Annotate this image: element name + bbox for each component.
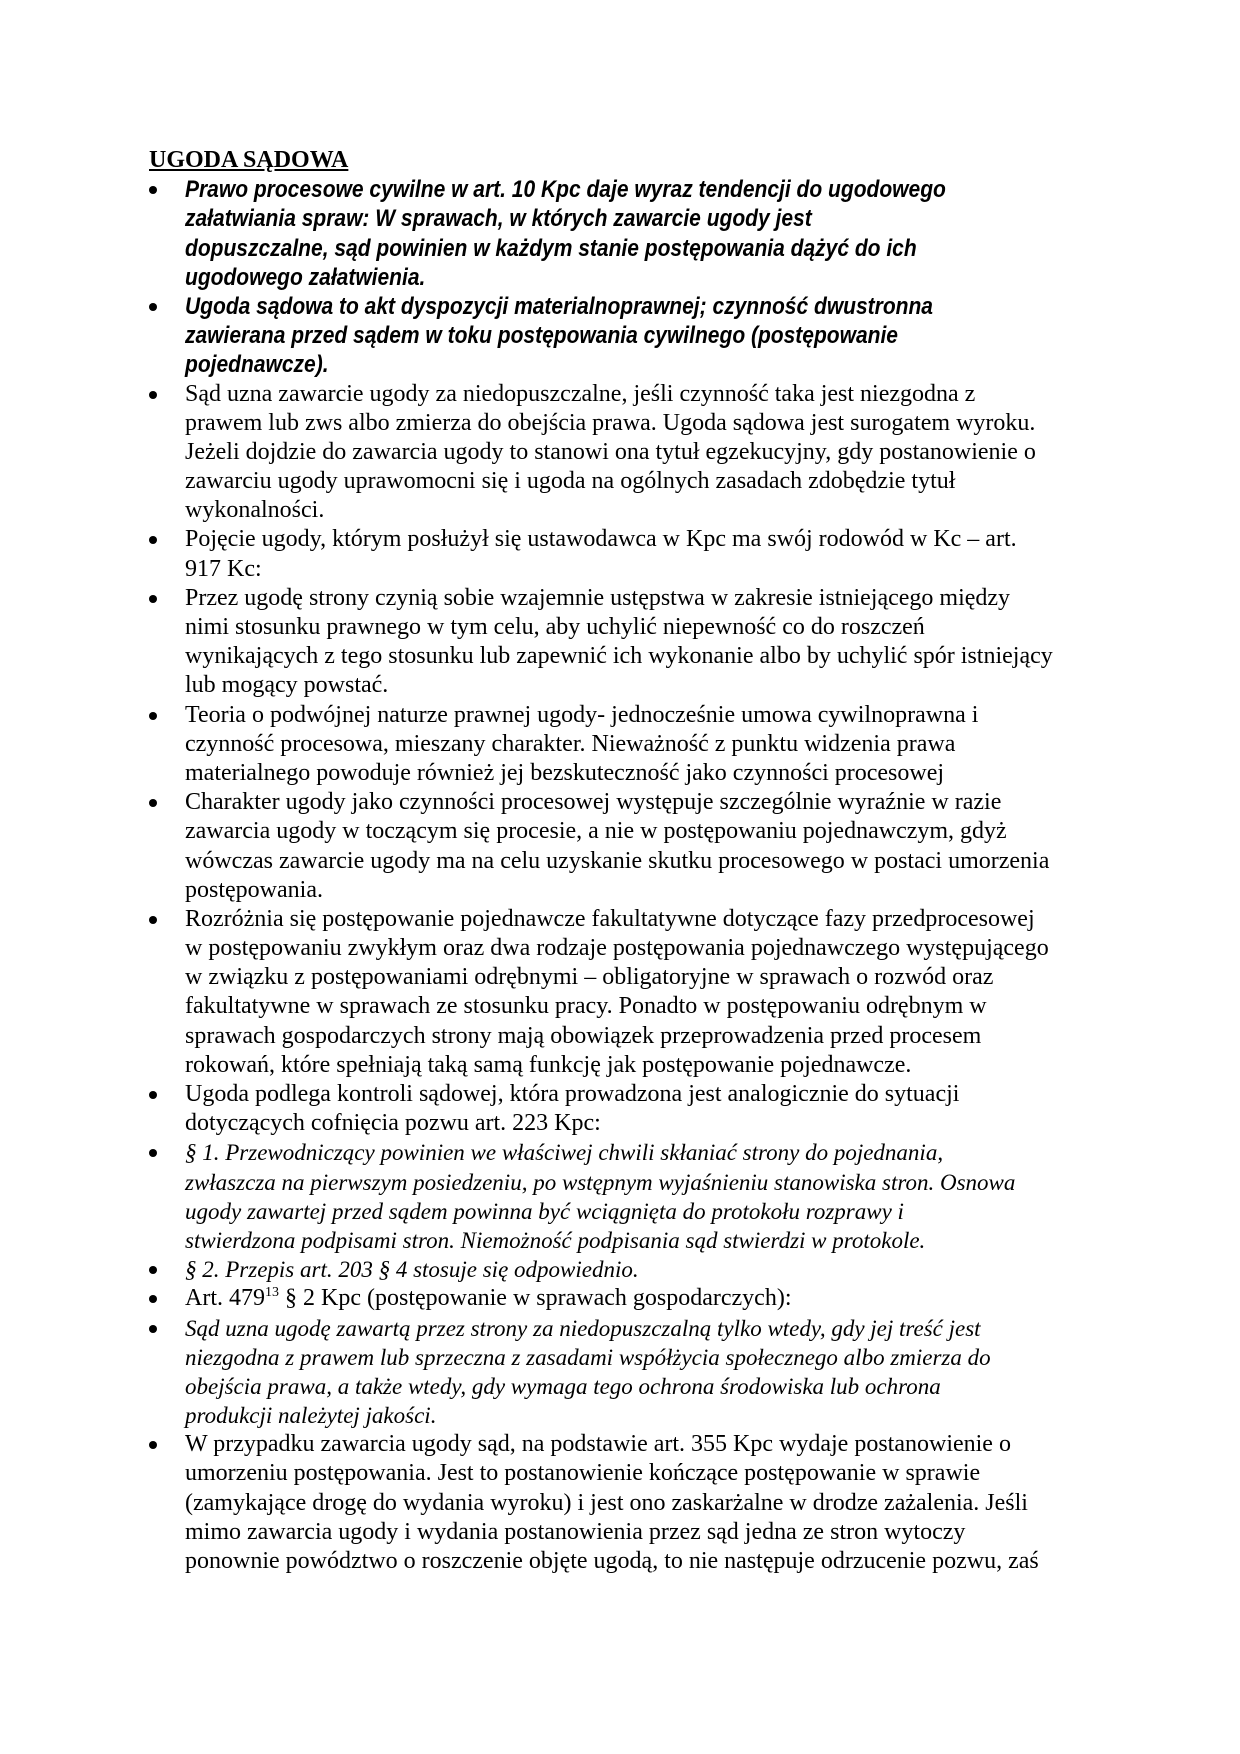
- text-line: [185, 380, 1149, 409]
- text-line: [185, 992, 1149, 1021]
- text-line: [185, 292, 1149, 321]
- text-line-content: wówczas zawarcie ugody ma na celu uzyskanie skutku procesowego w postaci umorzenia: [185, 847, 1050, 874]
- text-line-content: Charakter ugody jako czynności procesowej występuje szczególnie wyraźnie w razie: [185, 789, 1002, 816]
- text-line-content: ugodowego załatwienia.: [185, 263, 426, 291]
- text-line-content: § 1. Przewodniczący powinien we właściwej chwili skłaniać strony do pojednania,: [185, 1140, 944, 1166]
- text-line-content: w postępowaniu zwykłym oraz dwa rodzaje postępowania pojednawczego występującego: [185, 935, 1049, 962]
- text-line-content: W przypadku zawarcia ugody sąd, na podstawie art. 355 Kpc wydaje postanowienie o: [185, 1431, 1011, 1458]
- text-line-content: postępowania.: [185, 876, 323, 903]
- text-line-content: umorzeniu postępowania. Jest to postanowienie kończące postępowanie w sprawie: [185, 1460, 981, 1487]
- bullet-icon: [149, 1295, 157, 1303]
- text-line-content: materialnego powoduje również jej bezskuteczność jako czynności procesowej: [185, 759, 945, 786]
- text-line: [185, 1547, 1149, 1576]
- bullet-icon: [149, 1441, 157, 1449]
- document-page: [149, 146, 1149, 1576]
- document-title: UGODA SĄDOWA: [149, 147, 349, 173]
- list-item: [149, 584, 1149, 701]
- text-line-content: Ugoda podlega kontroli sądowej, która prowadzona jest analogicznie do sytuacji: [185, 1081, 960, 1107]
- article-text: § 2 Kpc (postępowanie w sprawach gospodarczych):: [279, 1285, 792, 1312]
- text-line-content: wykonalności.: [185, 497, 325, 524]
- text-line-content: rokowań, które spełniają taką samą funkcję jak postępowanie pojednawcze.: [185, 1051, 912, 1078]
- text-line: [185, 847, 1149, 876]
- text-line-content: stwierdzona podpisami stron. Niemożność podpisania sąd stwierdzi w protokole.: [185, 1227, 926, 1253]
- text-line: [185, 905, 1149, 934]
- text-line: [185, 1138, 1149, 1167]
- article-superscript: 13: [265, 1285, 279, 1301]
- list-item: [149, 1430, 1149, 1576]
- text-line-content: Pojęcie ugody, którym posłużył się ustawodawca w Kpc ma swój rodowód w Kc – art.: [185, 526, 1017, 553]
- text-line-content: pojednawcze).: [185, 351, 329, 379]
- text-line: [185, 1080, 1149, 1109]
- text-line: [185, 350, 1149, 379]
- text-line: [185, 409, 1149, 438]
- list-item: [149, 525, 1149, 583]
- text-line: [185, 584, 1149, 613]
- text-line-content: sprawach gospodarczych strony mają obowiązek przeprowadzenia przed procesem: [185, 1022, 982, 1049]
- text-line-content: zawierana przed sądem w toku postępowania cywilnego (postępowanie: [185, 322, 898, 350]
- bullet-icon: [149, 536, 157, 544]
- list-item: [149, 175, 1149, 292]
- text-line: [185, 555, 1149, 584]
- text-line-content: dopuszczalne, sąd powinien w każdym stanie postępowania dążyć do ich: [185, 234, 917, 262]
- bullet-icon: [149, 595, 157, 603]
- bullet-icon: [149, 1325, 157, 1333]
- list-item: [149, 292, 1149, 380]
- text-line: [185, 963, 1149, 992]
- text-line-content: Prawo procesowe cywilne w art. 10 Kpc daje wyraz tendencji do ugodowego: [185, 176, 946, 204]
- text-line-content: ugody zawartej przed sądem powinna być wciągnięta do protokołu rozprawy i: [185, 1198, 904, 1224]
- list-item: [149, 1255, 1149, 1284]
- list-item: [149, 1138, 1149, 1255]
- text-line-content: produkcji należytej jakości.: [185, 1403, 437, 1429]
- text-line: [185, 525, 1149, 554]
- text-line: [185, 1226, 1149, 1255]
- text-line: [185, 234, 1149, 263]
- text-line: [185, 1255, 1149, 1284]
- bullet-icon: [149, 303, 157, 311]
- text-line-content: § 2. Przepis art. 203 § 4 stosuje się odpowiednio.: [185, 1257, 639, 1283]
- bullet-icon: [149, 391, 157, 399]
- text-line-content: obejścia prawa, a także wtedy, gdy wymaga tego ochrona środowiska lub ochrona: [185, 1373, 941, 1399]
- text-line: [185, 730, 1149, 759]
- text-line: [185, 438, 1149, 467]
- text-line-content: Sąd uzna ugodę zawartą przez strony za niedopuszczalną tylko wtedy, gdy jej treść jest: [185, 1315, 981, 1341]
- article-ref: Art. 479: [185, 1285, 265, 1312]
- text-line: [185, 671, 1149, 700]
- text-line: [185, 1518, 1149, 1547]
- text-line-content: niezgodna z prawem lub sprzeczna z zasadami współżycia społecznego albo zmierza do: [185, 1344, 991, 1370]
- text-line: [185, 1343, 1149, 1372]
- text-line: [185, 759, 1149, 788]
- text-line-content: lub mogący powstać.: [185, 672, 389, 699]
- text-line-content: fakultatywne w sprawach ze stosunku pracy. Ponadto w postępowaniu odrębnym w: [185, 993, 987, 1020]
- text-line: [185, 496, 1149, 525]
- text-line-content: Teoria o podwójnej naturze prawnej ugody- jednocześnie umowa cywilnoprawna i: [185, 701, 979, 728]
- text-line: [185, 1022, 1149, 1051]
- list-item: [149, 1284, 1149, 1313]
- list-item: [149, 788, 1149, 905]
- text-line: [185, 263, 1149, 292]
- text-line: [185, 1197, 1149, 1226]
- bullet-icon: [149, 1266, 157, 1274]
- text-line: [185, 204, 1149, 233]
- text-line-content: w związku z postępowaniami odrębnymi – obligatoryjne w sprawach o rozwód oraz: [185, 964, 994, 991]
- text-line: [185, 175, 1149, 204]
- text-line-content: prawem lub zws albo zmierza do obejścia prawa. Ugoda sądowa jest surogatem wyroku.: [185, 409, 1036, 436]
- text-line: [185, 321, 1149, 350]
- text-line-content: mimo zawarcia ugody i wydania postanowienia przez sąd jedna ze stron wytoczy: [185, 1518, 966, 1545]
- text-line: [185, 467, 1149, 496]
- text-line-content: Jeżeli dojdzie do zawarcia ugody to stanowi ona tytuł egzekucyjny, gdy postanowienie o: [185, 438, 1036, 465]
- bullet-icon: [149, 916, 157, 924]
- text-line: [185, 1314, 1149, 1343]
- bullet-icon: [149, 1149, 157, 1157]
- text-line: [185, 1372, 1149, 1401]
- text-line-content: załatwiania spraw: W sprawach, w których zawarcie ugody jest: [185, 205, 812, 233]
- text-line: [185, 1459, 1149, 1488]
- list-item: [149, 1314, 1149, 1431]
- text-line-content: ponownie powództwo o roszczenie objęte ugodą, to nie następuje odrzucenie pozwu, zaś: [185, 1548, 1039, 1574]
- text-line: [185, 1489, 1149, 1518]
- bullet-icon: [149, 712, 157, 720]
- text-line-content: nimi stosunku prawnego w tym celu, aby uchylić niepewność co do roszczeń: [185, 614, 925, 640]
- text-line: [185, 1430, 1149, 1459]
- bullet-icon: [149, 799, 157, 807]
- text-line-content: Ugoda sądowa to akt dyspozycji materialnoprawnej; czynność dwustronna: [185, 292, 933, 320]
- list-item: [149, 1080, 1149, 1138]
- text-line-content: (zamykające drogę do wydania wyroku) i jest ono zaskarżalne w drodze zażalenia. Jeśli: [185, 1489, 1028, 1516]
- text-line: [185, 701, 1149, 730]
- text-line: [185, 1051, 1149, 1080]
- list-item: [149, 905, 1149, 1080]
- text-line-content: Sąd uzna zawarcie ugody za niedopuszczalne, jeśli czynność taka jest niezgodna z: [185, 380, 976, 407]
- bullet-icon: [149, 186, 157, 194]
- text-line: [185, 1168, 1149, 1197]
- text-line-content: Przez ugodę strony czynią sobie wzajemnie ustępstwa w zakresie istniejącego między: [185, 584, 1011, 611]
- text-line: [185, 1401, 1149, 1430]
- list-item: [149, 380, 1149, 526]
- text-line: [185, 788, 1149, 817]
- text-line-content: zawarcia ugody w toczącym się procesie, a nie w postępowaniu pojednawczym, gdyż: [185, 818, 1007, 845]
- text-line-content: Rozróżnia się postępowanie pojednawcze fakultatywne dotyczące fazy przedprocesowej: [185, 905, 1035, 932]
- text-line: [185, 1284, 1149, 1313]
- text-line-content: czynność procesowa, mieszany charakter. Nieważność z punktu widzenia prawa: [185, 730, 956, 757]
- text-line-content: zawarciu ugody uprawomocni się i ugoda na ogólnych zasadach zdobędzie tytuł: [185, 468, 956, 495]
- text-line: [185, 817, 1149, 846]
- bullet-list: [149, 175, 1149, 1576]
- text-line-content: dotyczących cofnięcia pozwu art. 223 Kpc:: [185, 1110, 601, 1137]
- text-line: [185, 1109, 1149, 1138]
- text-line: [185, 934, 1149, 963]
- text-line-content: wynikających z tego stosunku lub zapewnić ich wykonanie albo by uchylić spór istniejący: [185, 643, 1053, 670]
- bullet-icon: [149, 1091, 157, 1099]
- text-line-content: 917 Kc:: [185, 555, 262, 582]
- text-line: [185, 642, 1149, 671]
- text-line: [185, 613, 1149, 642]
- text-line: [185, 876, 1149, 905]
- text-line-content: zwłaszcza na pierwszym posiedzeniu, po wstępnym wyjaśnieniu stanowiska stron. Osnowa: [185, 1169, 1016, 1195]
- list-item: [149, 701, 1149, 789]
